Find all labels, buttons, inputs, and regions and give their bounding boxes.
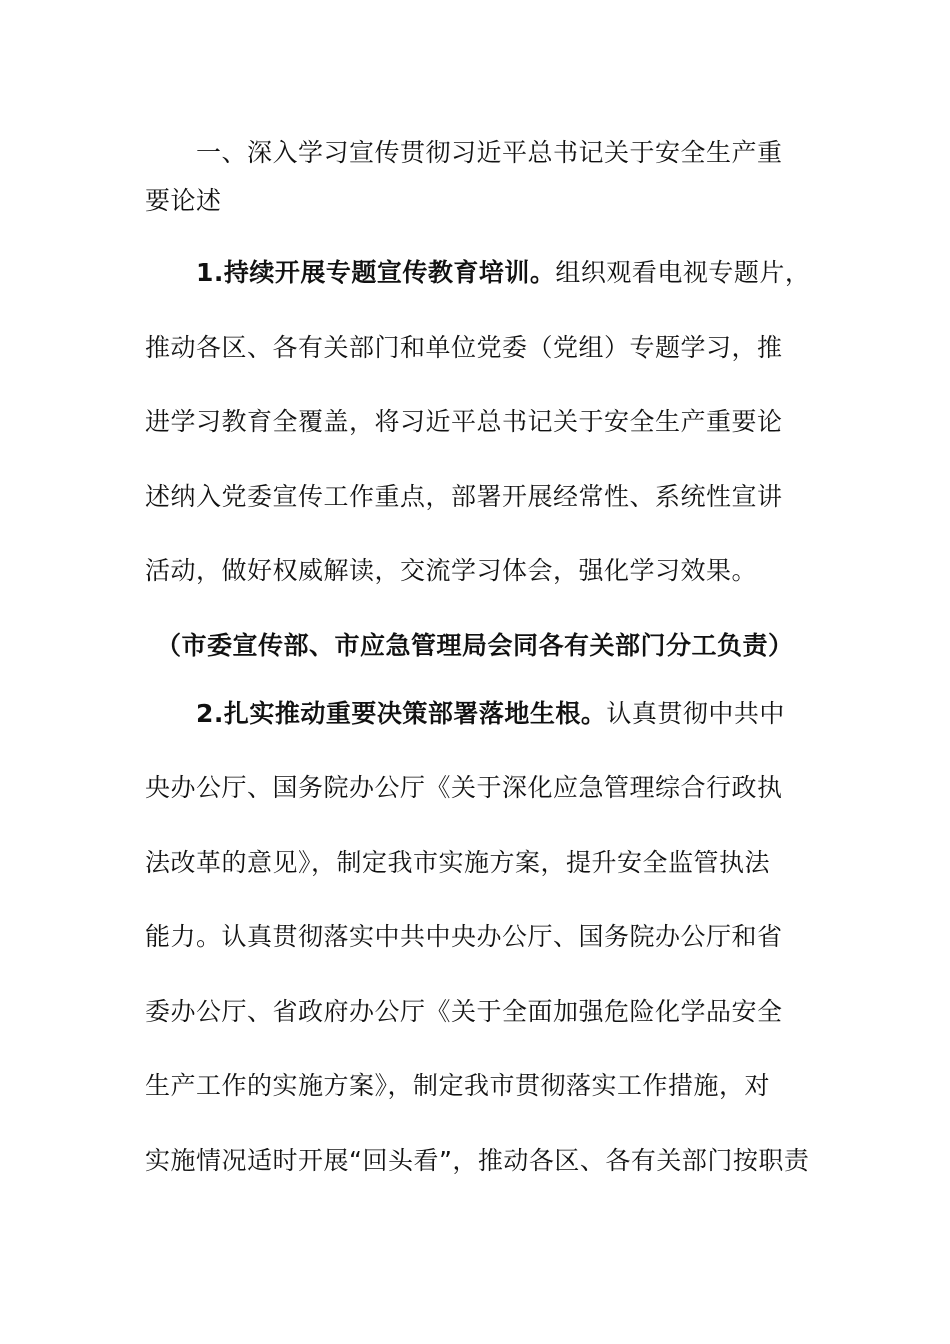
- item2-text-4: 能力。认真贯彻落实中共中央办公厅、国务院办公厅和省: [145, 922, 783, 951]
- item1-text-4: 述纳入党委宣传工作重点，部署开展经常性、系统性宣讲: [145, 482, 783, 511]
- item2-first-line: [196, 699, 785, 729]
- item1-title: 1.持续开展专题宣传教育培训。: [196, 258, 556, 287]
- item2-text-1: 认真贯彻中共中: [606, 699, 785, 728]
- item2-text-2: 央办公厅、国务院办公厅《关于深化应急管理综合行政执: [145, 773, 783, 802]
- section-heading-line-2: 要论述: [145, 186, 222, 215]
- item2-text-3: 法改革的意见》，制定我市实施方案，提升安全监管执法: [145, 848, 771, 877]
- item2-title: 2.扎实推动重要决策部署落地生根。: [196, 699, 607, 728]
- item1-text-1: 组织观看电视专题片，: [555, 258, 811, 287]
- item2-text-5: 委办公厅、省政府办公厅《关于全面加强危险化学品安全: [145, 997, 783, 1026]
- item1-first-line: [196, 258, 810, 288]
- item1-responsibility: （市委宣传部、市应急管理局会同各有关部门分工负责）: [156, 631, 794, 660]
- item1-text-5: 活动，做好权威解读，交流学习体会，强化学习效果。: [145, 556, 758, 585]
- item2-text-6: 生产工作的实施方案》，制定我市贯彻落实工作措施，对: [145, 1071, 771, 1100]
- section-heading-line-1: 一、深入学习宣传贯彻习近平总书记关于安全生产重: [196, 138, 783, 167]
- item1-text-2: 推动各区、各有关部门和单位党委（党组）专题学习，推: [145, 333, 783, 362]
- item2-text-7: 实施情况适时开展“回头看”，推动各区、各有关部门按职责: [145, 1146, 810, 1175]
- item1-text-3: 进学习教育全覆盖，将习近平总书记关于安全生产重要论: [145, 407, 783, 436]
